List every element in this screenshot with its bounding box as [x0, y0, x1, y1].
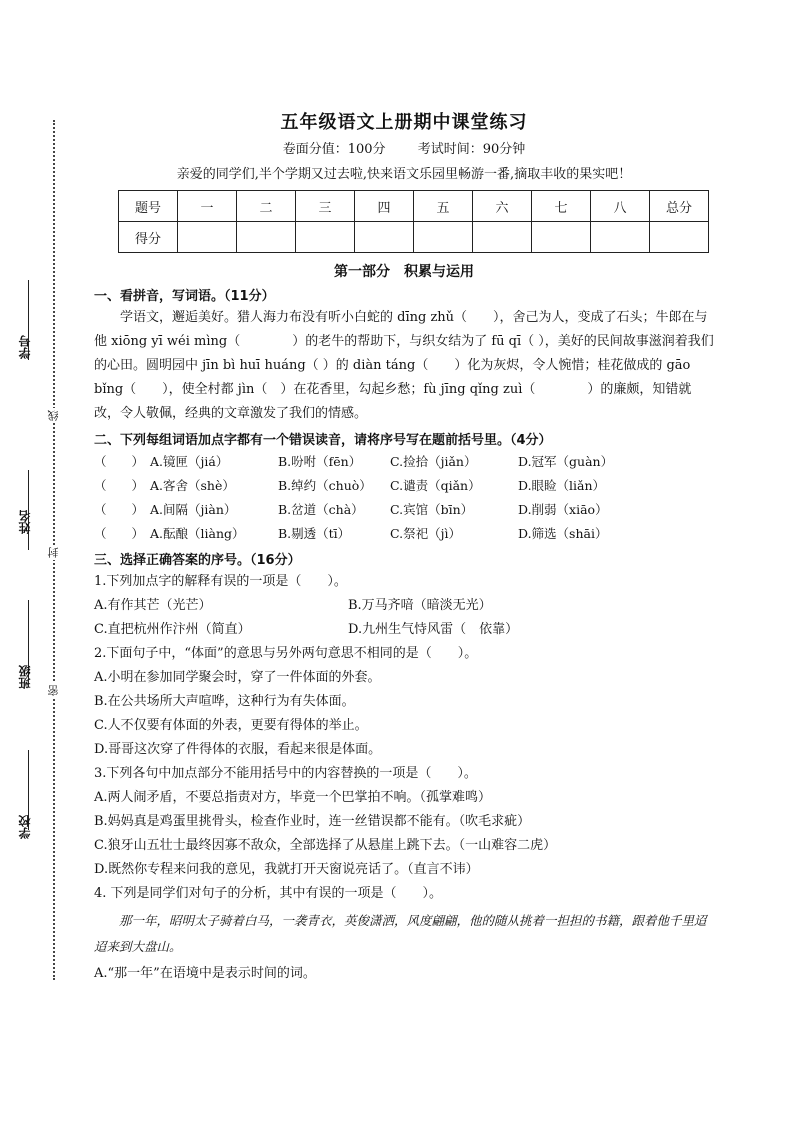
option: A.客舍（shè）	[150, 478, 235, 493]
option: D.削弱（xiāo）	[518, 502, 608, 517]
option: D.筛选（shāi）	[518, 526, 608, 541]
option: D.冠军（guàn）	[518, 454, 614, 469]
option: B.妈妈真是鸡蛋里挑骨头，检查作业时，连一丝错误都不能有。（吹毛求疵）	[94, 814, 531, 829]
option: D.哥哥这次穿了件得体的衣服，看起来很是体面。	[94, 742, 382, 757]
option: A.小明在参加同学聚会时，穿了一件体面的外套。	[94, 670, 381, 685]
label-class: 班级	[18, 665, 32, 689]
intro-text: 亲爱的同学们,半个学期又过去啦,快来语文乐园里畅游一番,摘取丰收的果实吧！	[176, 167, 632, 182]
option: C.人不仅要有体面的外表，更要有得体的举止。	[94, 718, 368, 733]
score-input-cell[interactable]	[473, 222, 532, 253]
option: D.既然你专程来问我的意见，我就打开天窗说亮话了。（直言不讳）	[94, 862, 479, 877]
score-input-cell[interactable]	[237, 222, 296, 253]
option: B.绰约（chuò）	[278, 478, 372, 493]
exam-content	[94, 108, 714, 986]
option: C.直把杭州作汴州（简直）	[94, 622, 251, 637]
option: A.间隔（jiàn）	[150, 502, 237, 517]
answer-blank[interactable]: （ ）	[94, 478, 145, 493]
exam-meta	[94, 138, 714, 157]
section-heading: 一、看拼音，写词语。（11分）	[94, 289, 275, 304]
table-cell: 二	[237, 191, 296, 222]
score-input-cell[interactable]	[591, 222, 650, 253]
list-item	[94, 618, 714, 642]
score-input-cell[interactable]	[355, 222, 414, 253]
label-school: 学校	[18, 815, 32, 839]
seal-char: 密	[47, 685, 60, 696]
score-input-cell[interactable]	[296, 222, 355, 253]
option: C.宾馆（bīn）	[390, 502, 474, 517]
option: C.狼牙山五壮士最终因寡不敌众，全部选择了从悬崖上跳下去。（一山难容二虎）	[94, 838, 557, 853]
option: A.酝酿（liàng）	[150, 526, 245, 541]
table-cell: 一	[178, 191, 237, 222]
answer-blank[interactable]: （ ）	[94, 502, 145, 517]
question: 4. 下列是同学们对句子的分析，其中有误的一项是（ ）。	[94, 886, 443, 901]
option: B.万马齐喑（暗淡无光）	[348, 598, 492, 613]
table-row	[119, 222, 709, 253]
option: C.捡拾（jiǎn）	[390, 454, 477, 469]
table-row	[119, 191, 709, 222]
option: A.“那一年”在语境中是表示时间的词。	[94, 966, 316, 981]
question: 1.下列加点字的解释有误的一项是（ ）。	[94, 574, 347, 589]
page-title: 五年级语文上册期中课堂练习	[280, 112, 528, 133]
table-cell: 总分	[650, 191, 709, 222]
table-cell: 七	[532, 191, 591, 222]
part-heading: 第一部分 积累与运用	[334, 264, 474, 280]
table-cell: 六	[473, 191, 532, 222]
section-paragraph: 学语文，邂逅美好。猎人海力布没有听小白蛇的 dīng zhǔ（ ），舍己为人，变成了石头；牛郎在与他 xiōng yī wéi mìng（ ）的老牛的帮助下，与织女结为了 fū qī（ ），美好的民间故事滋润着我们的心田。圆明园中 jīn bì huī huáng（ ）的 diàn táng（ ）化为灰烬，令人惋惜；桂花做成的 gāo bǐng（ ），使全村都 jìn（ ）在花香里，勾起乡愁；fù jīng qǐng zuì（ ）的廉颇，知错就改，令人敬佩，经典的文章激发了我们的情感。	[94, 310, 714, 421]
option: A.两人闹矛盾，不要总指责对方，毕竟一个巴掌拍不响。（孤掌难鸣）	[94, 790, 492, 805]
question: 3.下列各句中加点部分不能用括号中的内容替换的一项是（ ）。	[94, 766, 477, 781]
option: B.吩咐（fēn）	[278, 454, 362, 469]
score-input-cell[interactable]	[650, 222, 709, 253]
table-cell: 八	[591, 191, 650, 222]
option: A.镜匣（jiá）	[150, 454, 229, 469]
option: B.在公共场所大声喧哗，这种行为有失体面。	[94, 694, 355, 709]
list-item	[94, 450, 714, 474]
list-item	[94, 498, 714, 522]
score-input-cell[interactable]	[414, 222, 473, 253]
option: A.有作其芒（光芒）	[94, 598, 212, 613]
score-table	[118, 190, 709, 253]
seal-char: 线	[47, 410, 60, 421]
score-input-cell[interactable]	[178, 222, 237, 253]
option: C.谴责（qiǎn）	[390, 478, 481, 493]
table-cell: 四	[355, 191, 414, 222]
option: D.眼睑（liǎn）	[518, 478, 606, 493]
binding-margin	[0, 0, 90, 1123]
list-item	[94, 522, 714, 546]
label-name: 姓名	[18, 510, 32, 534]
option: D.九州生气恃风雷（ 依靠）	[348, 622, 519, 637]
seal-char: 封	[47, 547, 60, 558]
label-student-id: 学号	[18, 335, 32, 359]
list-item	[94, 474, 714, 498]
table-cell: 题号	[119, 191, 178, 222]
score-input-cell[interactable]	[532, 222, 591, 253]
table-cell: 五	[414, 191, 473, 222]
reading-passage: 那一年，昭明太子骑着白马，一袭青衣，英俊潇洒，风度翩翩，他的随从挑着一担担的书籍，跟着他千里迢迢来到大盘山。	[94, 913, 707, 954]
section-heading: 二、下列每组词语加点字都有一个错误读音，请将序号写在题前括号里。（4分）	[94, 433, 552, 448]
option: B.剔透（tī）	[278, 526, 351, 541]
exam-time: 考试时间：90分钟	[417, 142, 526, 157]
question: 2.下面句子中，“体面”的意思与另外两句意思不相同的是（ ）。	[94, 646, 478, 661]
section-heading: 三、选择正确答案的序号。（16分）	[94, 553, 301, 568]
answer-blank[interactable]: （ ）	[94, 526, 145, 541]
option: C.祭祀（jì）	[390, 526, 461, 541]
answer-blank[interactable]: （ ）	[94, 454, 145, 469]
option: B.岔道（chà）	[278, 502, 364, 517]
list-item	[94, 594, 714, 618]
table-cell: 得分	[119, 222, 178, 253]
table-cell: 三	[296, 191, 355, 222]
score-value: 卷面分值：100分	[282, 142, 386, 157]
